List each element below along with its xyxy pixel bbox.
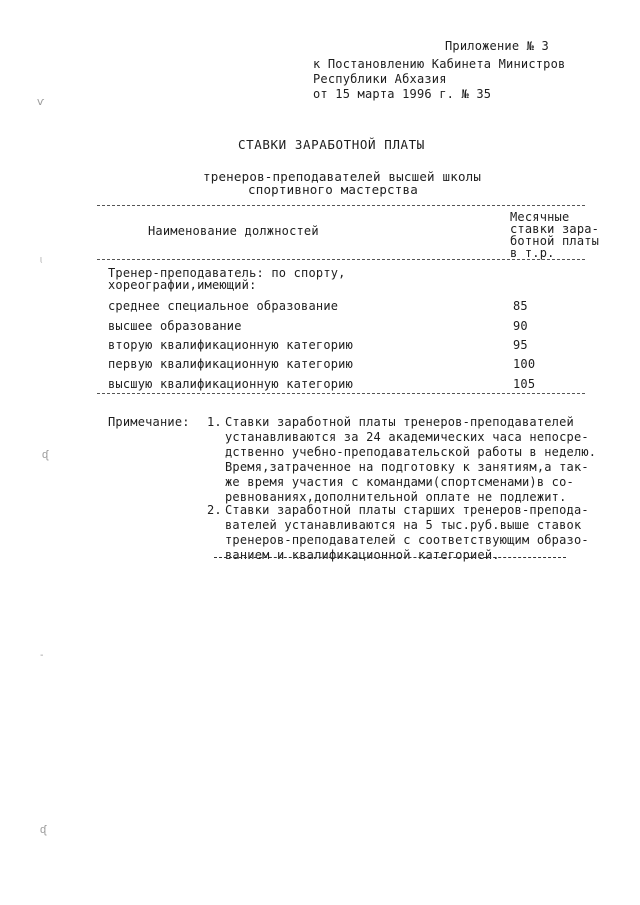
note-1-line: ревнованиях,дополнительной оплате не подлежит.: [225, 490, 567, 504]
table-row-label: высшую квалификационную категорию: [108, 377, 354, 391]
note-1-line: устанавливаются за 24 академических часа непосре-: [225, 430, 589, 444]
resolution-line-3: от 15 марта 1996 г. № 35: [313, 87, 492, 101]
note-label: Примечание:: [108, 415, 190, 429]
closing-rule: [214, 557, 566, 558]
note-1-line: Ставки заработной платы тренеров-преподавателей: [225, 415, 574, 429]
scan-mark: ᶑ: [42, 448, 49, 461]
table-row-value: 90: [513, 319, 528, 333]
subtitle-line-2: спортивного мастерства: [248, 182, 418, 197]
table-row-value: 100: [513, 357, 536, 371]
scan-mark: ˗: [40, 648, 44, 661]
table-row-label: вторую квалификационную категорию: [108, 338, 354, 352]
table-header-rule: [97, 259, 585, 260]
appendix-label: Приложение № 3: [445, 39, 549, 53]
table-row-value: 85: [513, 299, 528, 313]
column-header-rates-1: Месячные: [510, 210, 570, 224]
column-header-rates-2: ставки зара-: [510, 222, 600, 236]
note-1-line: Время,затраченное на подготовку к занятиям,а так-: [225, 460, 589, 474]
note-2-number: 2.: [207, 503, 222, 517]
note-1-number: 1.: [207, 415, 222, 429]
group-label-line-1: Тренер-преподаватель: по спорту,: [108, 266, 346, 280]
note-1-line: же время участия с командами(спортсменами)в со-: [225, 475, 574, 489]
table-row-label: высшее образование: [108, 319, 242, 333]
column-header-rates-4: в т.р.: [510, 246, 555, 260]
group-label-line-2: хореографии,имеющий:: [108, 278, 257, 292]
scan-mark: ѵ: [37, 95, 45, 108]
table-row-value: 95: [513, 338, 528, 352]
note-1-line: дственно учебно-преподавательской работы в неделю.: [225, 445, 597, 459]
column-header-positions: Наименование должностей: [148, 224, 319, 238]
scan-mark: ᶩ: [40, 255, 43, 268]
table-row-value: 105: [513, 377, 536, 391]
table-row-label: среднее специальное образование: [108, 299, 339, 313]
note-2-line: ванием и квалификационной категорией.: [225, 548, 500, 562]
table-bottom-rule: [97, 393, 585, 394]
subtitle-line-1: тренеров-преподавателей высшей школы: [203, 169, 482, 184]
note-2-line: Ставки заработной платы старших тренеров-препода-: [225, 503, 589, 517]
note-2-line: вателей устанавливаются на 5 тыс.руб.выше ставок: [225, 518, 582, 532]
column-header-rates-3: ботной платы: [510, 234, 600, 248]
document-title: СТАВКИ ЗАРАБОТНОЙ ПЛАТЫ: [238, 137, 425, 152]
note-2-line: тренеров-преподавателей с соответствующим образо-: [225, 533, 589, 547]
table-top-rule: [97, 205, 585, 206]
resolution-line-2: Республики Абхазия: [313, 72, 447, 86]
scan-mark: ᶑ: [40, 823, 47, 836]
table-row-label: первую квалификационную категорию: [108, 357, 354, 371]
resolution-line-1: к Постановлению Кабинета Министров: [313, 57, 566, 71]
